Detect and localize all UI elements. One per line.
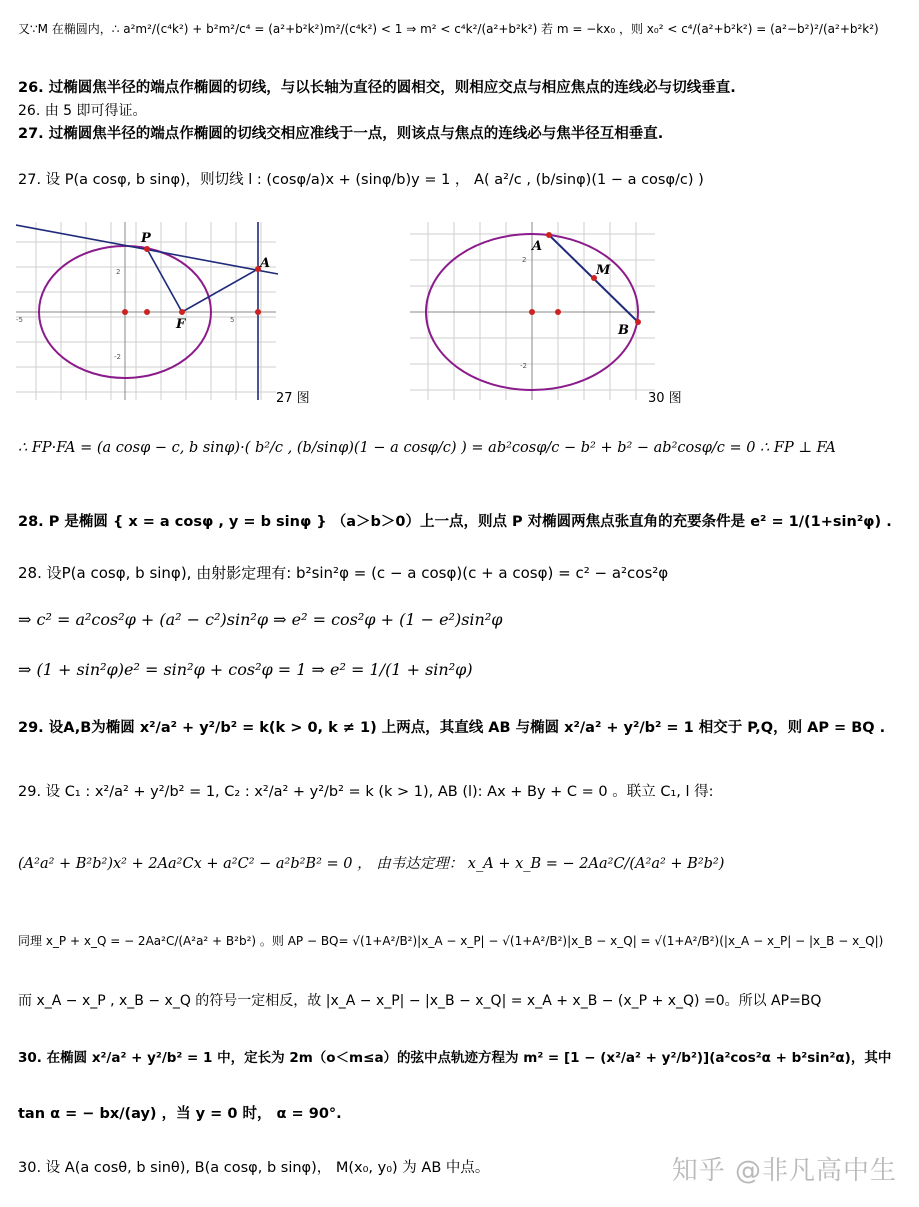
- point-p: [144, 246, 150, 252]
- answer-26: 26. 由 5 即可得证。: [18, 103, 147, 119]
- answer-28-line-2: ⇒ c² = a²cos²φ + (a² − c²)sin²φ ⇒ e² = cos²φ + (1 − e²)sin²φ: [18, 610, 503, 629]
- theorem-28: 28. P 是椭圆 { x = a cosφ , y = b sinφ } （a＞b＞0）上一点，则点 P 对椭圆两焦点张直角的充要条件是 e² = 1/(1+sin²φ) .: [18, 514, 892, 530]
- answer-28-line-3: ⇒ (1 + sin²φ)e² = sin²φ + cos²φ = 1 ⇒ e² = 1/(1 + sin²φ): [18, 660, 473, 679]
- tick-2: 2: [522, 256, 527, 264]
- theorem-30-line-1: 30. 在椭圆 x²/a² + y²/b² = 1 中，定长为 2m（o＜m≤a）的弦中点轨迹方程为 m² = [1 − (x²/a² + y²/b²)](a²cos²α + b²sin²α)，其中: [18, 1050, 892, 1066]
- answer-29-line-1: 29. 设 C₁ : x²/a² + y²/b² = 1, C₂ : x²/a² + y²/b² = k (k > 1), AB (l): Ax + By + C = 0 。联立 C₁, l 得:: [18, 784, 714, 800]
- answer-29-line-2: (A²a² + B²b²)x² + 2Aa²Cx + a²C² − a²b²B² = 0 ， 由韦达定理： x_A + x_B = − 2Aa²C/(A²a² + B²b²): [18, 856, 725, 872]
- answer-28-line-1: 28. 设P(a cosφ, b sinφ), 由射影定理有: b²sin²φ = (c − a cosφ)(c + a cosφ) = c² − a²cos²φ: [18, 564, 669, 582]
- theorem-29: 29. 设A,B为椭圆 x²/a² + y²/b² = k(k > 0, k ≠ 1) 上两点，其直线 AB 与椭圆 x²/a² + y²/b² = 1 相交于 P,Q，则 AP = BQ .: [18, 720, 886, 736]
- point-b: [635, 319, 641, 325]
- watermark: 知乎 @非凡高中生: [671, 1156, 897, 1186]
- label-a: A: [532, 239, 543, 254]
- focal-segments: [147, 249, 258, 312]
- tick-2: 2: [116, 268, 121, 276]
- figure-27: [16, 222, 296, 402]
- answer-29-line-4: 而 x_A − x_P , x_B − x_Q 的符号一定相反，故 |x_A − x_P| − |x_B − x_Q| = x_A + x_B − (x_P + x_Q) =0。所以 AP=BQ: [18, 993, 822, 1009]
- directrix-foot-point: [255, 309, 261, 315]
- label-m: M: [596, 263, 611, 278]
- focus-left-point: [144, 309, 150, 315]
- figure-27-caption: 27 图: [276, 391, 310, 406]
- tick-neg5: -5: [16, 316, 23, 324]
- answer-27: 27. 设 P(a cosφ, b sinφ)，则切线 l : (cosφ/a)x + (sinφ/b)y = 1 ， A( a²/c , (b/sinφ)(1 − a cosφ/c) ): [18, 172, 704, 188]
- label-f: F: [176, 317, 186, 332]
- point-f: [179, 309, 185, 315]
- tick-5: 5: [230, 316, 235, 324]
- figure-30: [410, 222, 660, 402]
- text-line-1: 又∵M 在椭圆内，∴ a²m²/(c⁴k²) + b²m²/c⁴ = (a²+b²k²)m²/(c⁴k²) < 1 ⇒ m² < c⁴k²/(a²+b²k²) 若 m = −kx₀ ，则 x₀² < c⁴/(a²+b²k²) = (a²−b²)²/(a²+b²k²): [18, 22, 879, 36]
- tick-neg2: -2: [114, 353, 121, 361]
- answer-30: 30. 设 A(a cosθ, b sinθ), B(a cosφ, b sinφ)， M(x₀, y₀) 为 AB 中点。: [18, 1160, 490, 1176]
- tick-neg2: -2: [520, 362, 527, 370]
- origin-point: [122, 309, 128, 315]
- theorem-26: 26. 过椭圆焦半径的端点作椭圆的切线，与以长轴为直径的圆相交，则相应交点与相应焦点的连线必与切线垂直.: [18, 80, 736, 96]
- label-a: A: [260, 256, 271, 271]
- figure-30-caption: 30 图: [648, 391, 682, 406]
- point-a: [546, 232, 552, 238]
- label-p: P: [141, 231, 151, 246]
- answer-29-line-3: 同理 x_P + x_Q = − 2Aa²C/(A²a² + B²b²) 。则 AP − BQ= √(1+A²/B²)|x_A − x_P| − √(1+A²/B²)|x_B − x_Q| = √(1+A²/B²)(|x_A − x_P| − |x_B − x_Q|): [18, 934, 884, 948]
- label-b: B: [618, 323, 629, 338]
- proof-27: ∴ FP·FA = (a cosφ − c, b sinφ)·( b²/c , (b/sinφ)(1 − a cosφ/c) ) = ab²cosφ/c − b² + b² − ab²cosφ/c = 0 ∴ FP ⊥ FA: [18, 440, 836, 456]
- origin-point: [529, 309, 535, 315]
- theorem-30-line-2: tan α = − bx/(ay) ，当 y = 0 时， α = 90°.: [18, 1106, 342, 1122]
- theorem-27: 27. 过椭圆焦半径的端点作椭圆的切线交相应准线于一点，则该点与焦点的连线必与焦半径互相垂直.: [18, 126, 664, 142]
- focus-point: [555, 309, 561, 315]
